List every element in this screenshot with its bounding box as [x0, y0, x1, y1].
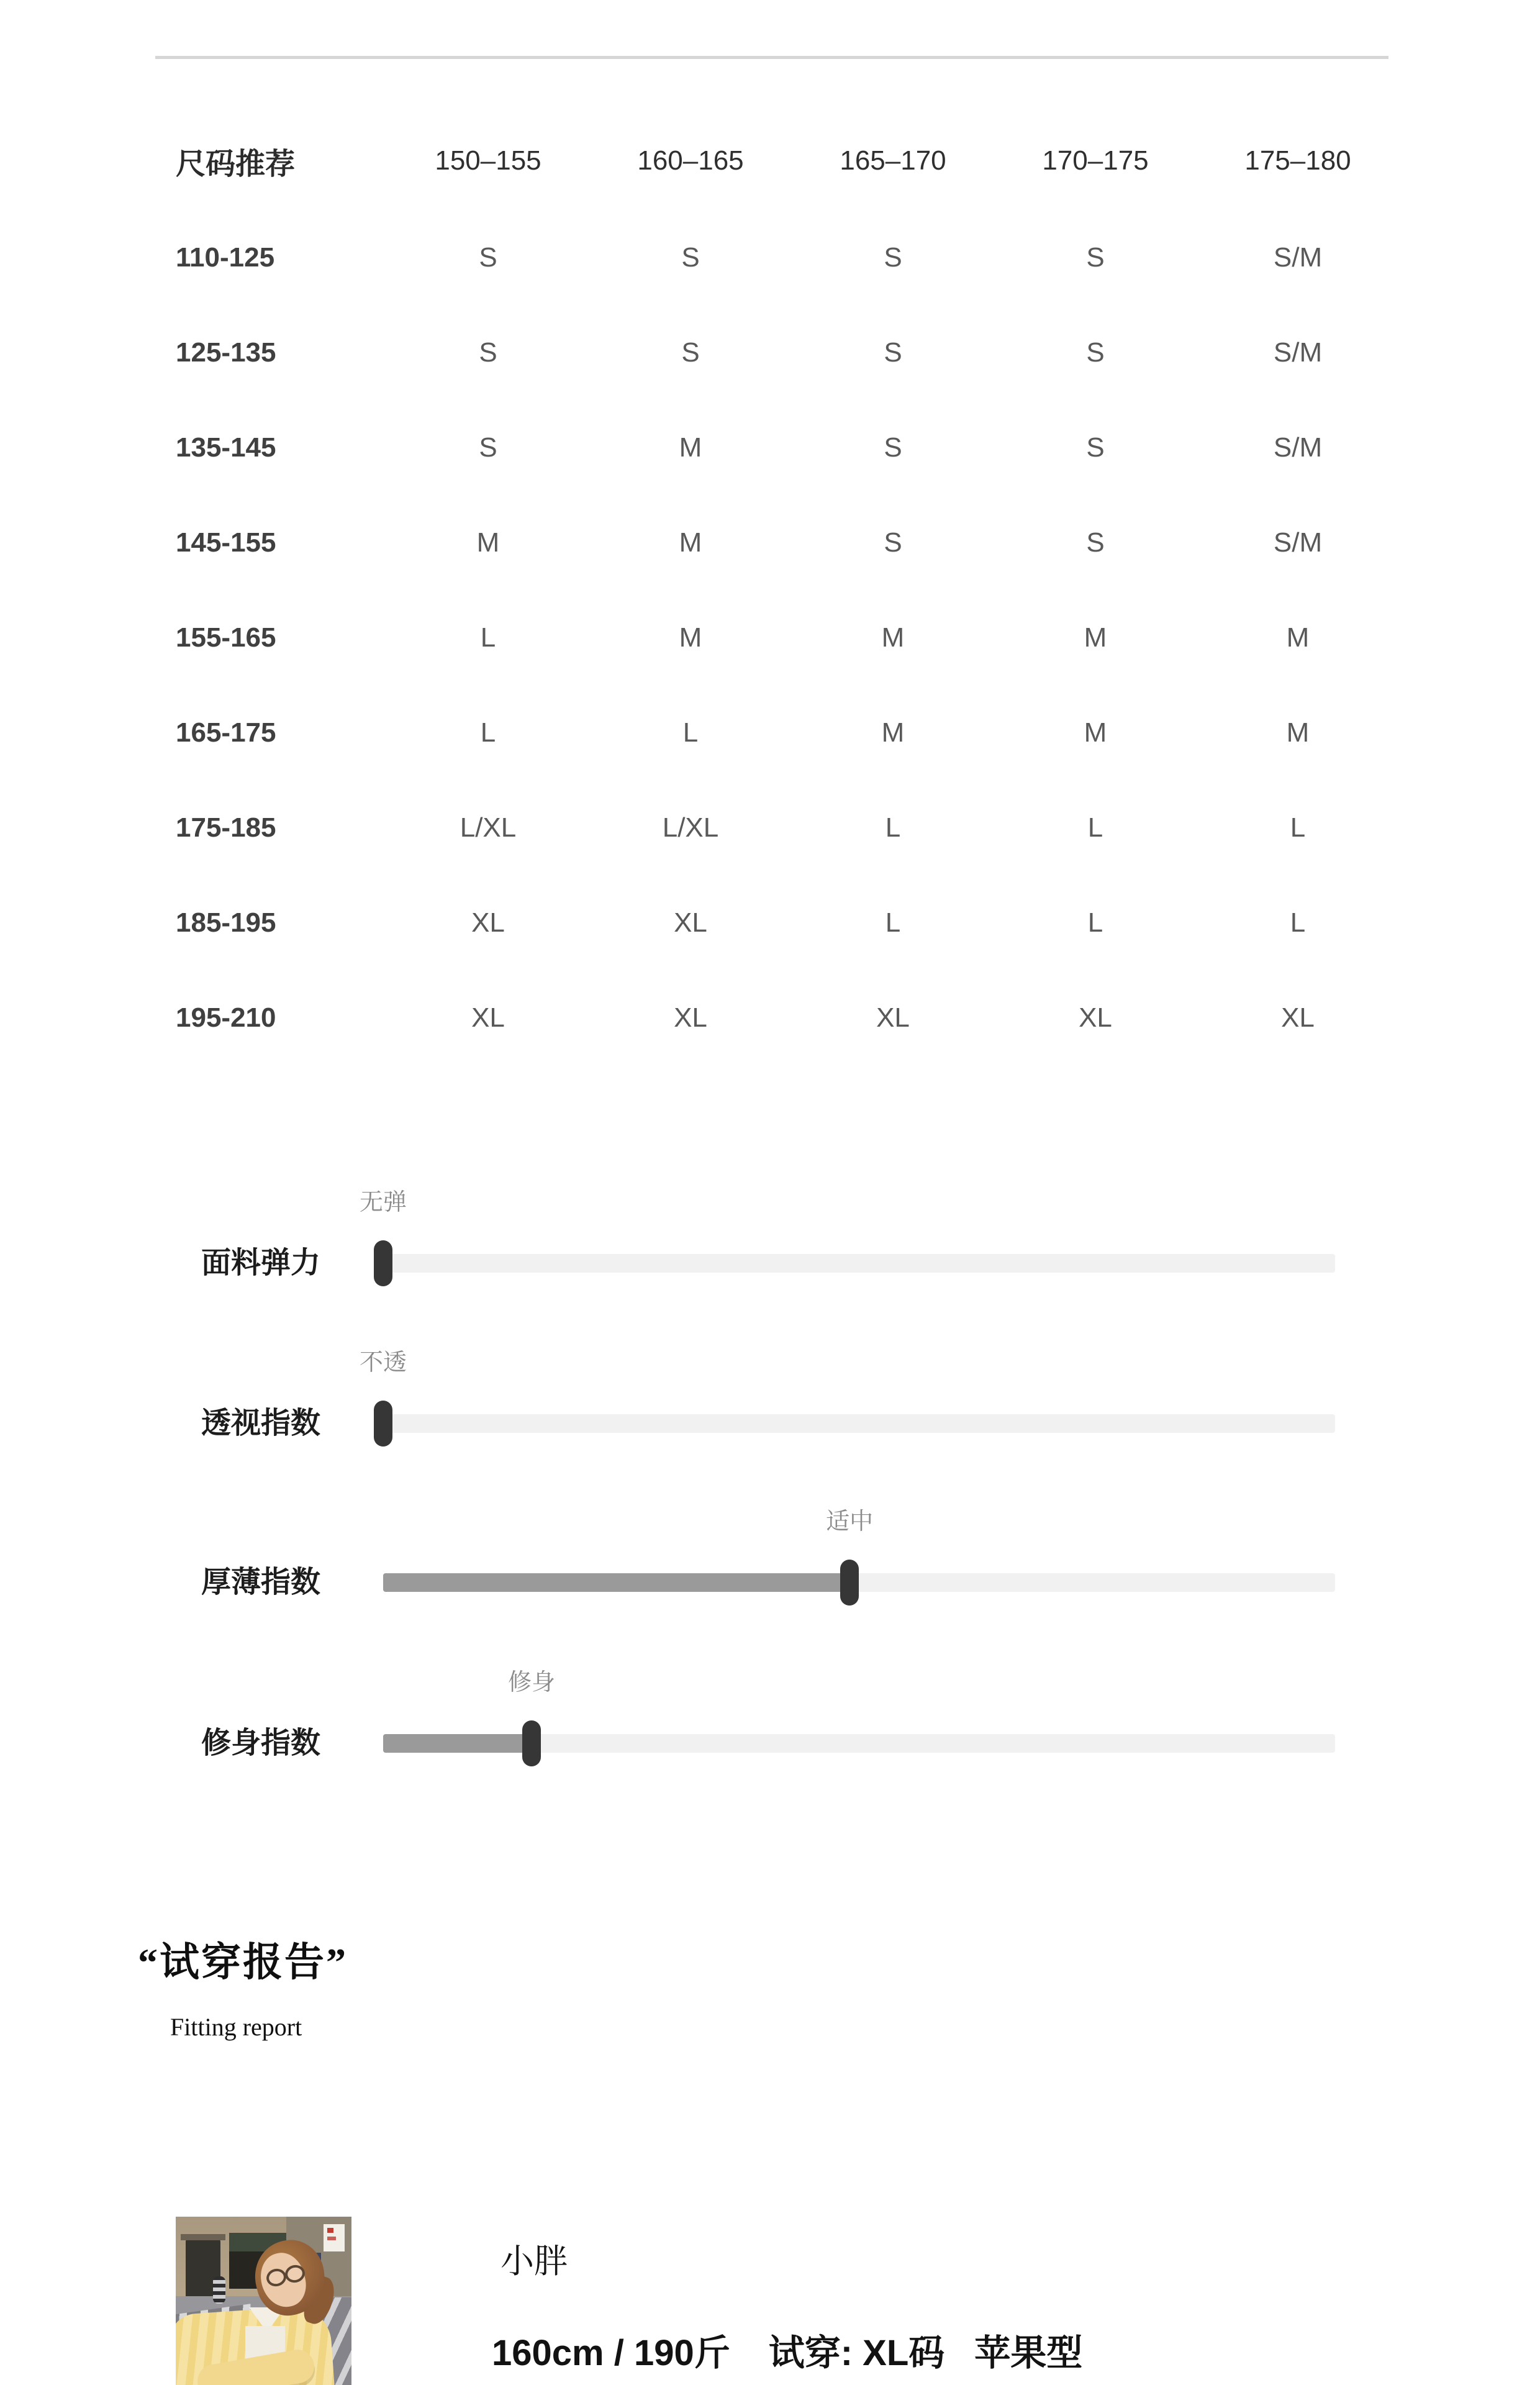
fitting-report-title: “试穿报告”: [138, 1940, 348, 1984]
size-cell: S/M: [1273, 242, 1323, 273]
size-cell: L: [480, 622, 496, 653]
size-cell: S: [479, 337, 497, 368]
size-cell: L: [885, 907, 901, 938]
photo-lintel: [181, 2234, 225, 2240]
size-cell: L: [1087, 812, 1103, 843]
size-cell: M: [679, 622, 702, 653]
size-cell: M: [476, 527, 500, 558]
row-label: 110-125: [176, 242, 275, 273]
slider-level-label: 适中: [826, 1509, 874, 1535]
size-cell: S: [884, 432, 902, 463]
model-photo: [176, 2217, 351, 2385]
size-cell: XL: [876, 1002, 910, 1033]
size-cell: L: [1290, 812, 1306, 843]
slider-handle: [840, 1560, 859, 1606]
size-cell: S: [884, 337, 902, 368]
photo-sign-text: [327, 2237, 336, 2240]
size-cell: M: [1286, 622, 1310, 653]
model-body-type: 苹果型: [974, 2333, 1083, 2373]
size-cell: S/M: [1273, 337, 1323, 368]
size-cell: XL: [674, 1002, 707, 1033]
slider-thickness: [0, 1489, 1540, 1651]
slider-handle: [374, 1401, 392, 1447]
slider-level-label: 修身: [508, 1670, 556, 1696]
size-cell: M: [679, 527, 702, 558]
size-cell: M: [1286, 717, 1310, 748]
slider-track: [383, 1573, 1335, 1592]
column-header: 160–165: [637, 145, 744, 176]
size-cell: XL: [1281, 1002, 1315, 1033]
slider-slim-fit: [0, 1650, 1540, 1812]
size-cell: L: [682, 717, 699, 748]
slider-title: 透视指数: [201, 1407, 321, 1440]
slider-title: 面料弹力: [201, 1247, 321, 1279]
slider-level-label: 无弹: [359, 1189, 407, 1215]
size-cell: S: [479, 242, 497, 273]
size-cell: S: [1086, 527, 1105, 558]
size-cell: XL: [1079, 1002, 1112, 1033]
column-header: 165–170: [840, 145, 946, 176]
model-name: 小胖: [500, 2243, 568, 2280]
size-cell: S: [681, 242, 700, 273]
model-try-on-size: 试穿: XL码: [768, 2333, 945, 2373]
column-header: 175–180: [1244, 145, 1351, 176]
size-cell: L: [1087, 907, 1103, 938]
slider-track: [383, 1414, 1335, 1433]
size-cell: M: [1084, 717, 1107, 748]
row-label: 165-175: [176, 717, 276, 748]
size-cell: L: [480, 717, 496, 748]
row-label: 135-145: [176, 432, 276, 463]
size-cell: S: [884, 242, 902, 273]
size-cell: XL: [471, 907, 505, 938]
slider-level-label: 不透: [359, 1350, 407, 1376]
slider-fill: [383, 1734, 532, 1753]
photo-passerby: [213, 2276, 225, 2304]
slider-handle: [374, 1240, 392, 1286]
size-cell: M: [679, 432, 702, 463]
model-height-weight: 160cm / 190斤: [492, 2333, 730, 2373]
size-cell: M: [881, 622, 905, 653]
slider-title: 厚薄指数: [201, 1566, 321, 1599]
slider-fabric-elasticity: [0, 1170, 1540, 1332]
size-cell: L: [1290, 907, 1306, 938]
photo-sign-text: [327, 2228, 333, 2233]
size-cell: S/M: [1273, 527, 1323, 558]
size-cell: S: [681, 337, 700, 368]
spacer: [730, 2333, 769, 2374]
fitting-report-subtitle: Fitting report: [170, 2013, 302, 2041]
slider-handle: [522, 1720, 541, 1766]
row-label: 125-135: [176, 337, 276, 368]
size-cell: S/M: [1273, 432, 1323, 463]
row-label: 145-155: [176, 527, 276, 558]
size-cell: S: [1086, 242, 1105, 273]
slider-fill: [383, 1573, 849, 1592]
size-cell: S: [1086, 337, 1105, 368]
size-recommendation-table: [176, 115, 1411, 1065]
table-corner-label: 尺码推荐: [176, 147, 296, 181]
slider-see-through: [0, 1330, 1540, 1492]
size-cell: S: [1086, 432, 1105, 463]
size-cell: S: [479, 432, 497, 463]
slider-track: [383, 1254, 1335, 1273]
size-cell: S: [884, 527, 902, 558]
top-divider: [155, 56, 1388, 59]
row-label: 195-210: [176, 1002, 276, 1033]
size-cell: L: [885, 812, 901, 843]
row-label: 175-185: [176, 812, 276, 843]
column-header: 150–155: [435, 145, 541, 176]
size-cell: XL: [674, 907, 707, 938]
row-label: 185-195: [176, 907, 276, 938]
spacer: [944, 2333, 974, 2374]
column-header: 170–175: [1042, 145, 1149, 176]
size-cell: L/XL: [662, 812, 719, 843]
size-cell: L/XL: [460, 812, 517, 843]
size-cell: M: [881, 717, 905, 748]
row-label: 155-165: [176, 622, 276, 653]
model-info-line: [492, 2333, 1082, 2374]
size-cell: M: [1084, 622, 1107, 653]
slider-title: 修身指数: [201, 1727, 321, 1760]
size-cell: XL: [471, 1002, 505, 1033]
